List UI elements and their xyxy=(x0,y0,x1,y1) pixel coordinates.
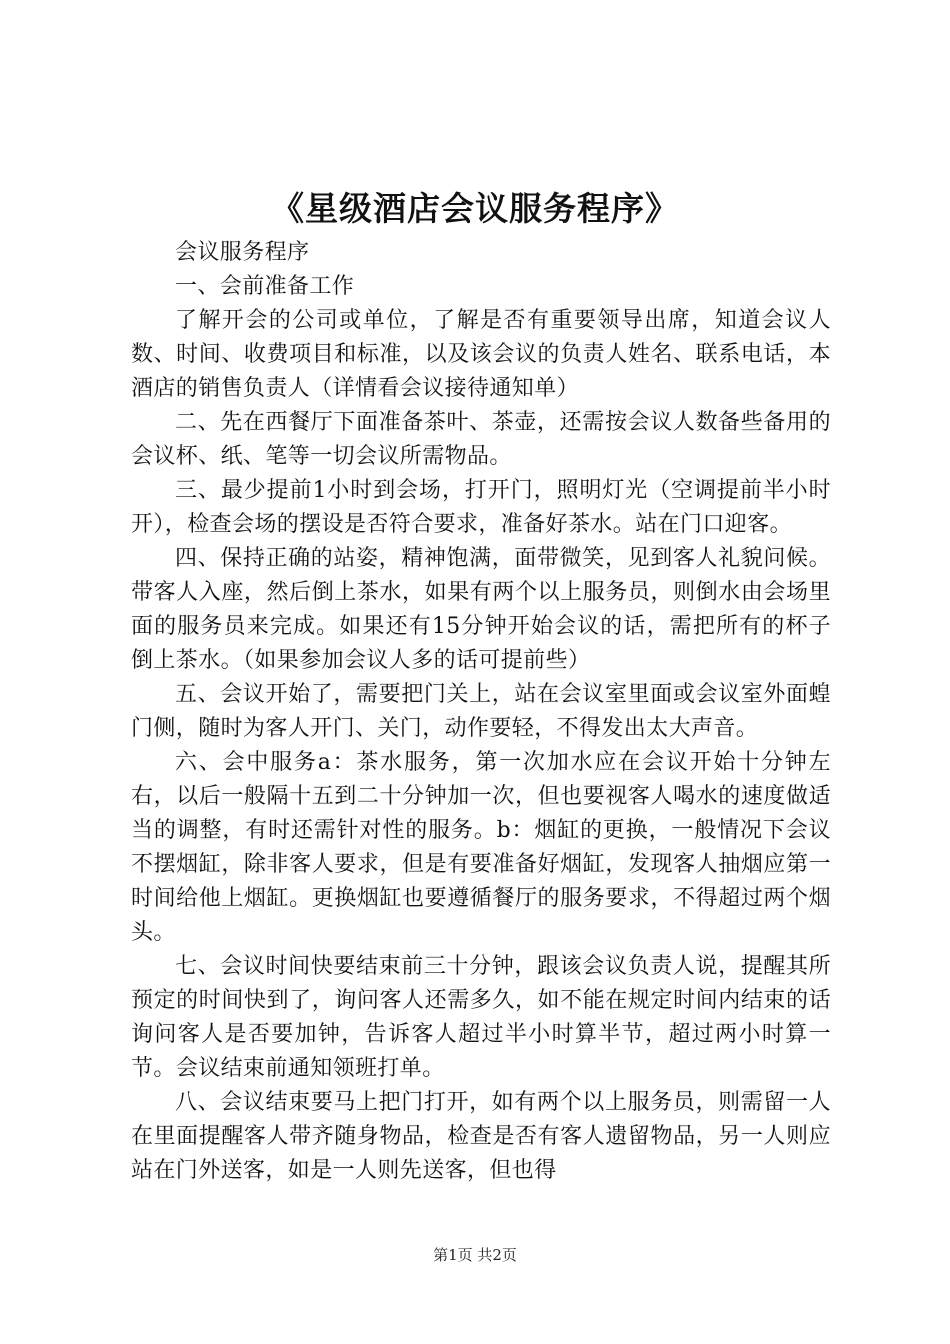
document-title: 《星级酒店会议服务程序》 xyxy=(271,189,679,228)
paragraph: 七、会议时间快要结束前三十分钟，跟该会议负责人说，提醒其所预定的时间快到了，询问客人还需多久，如不能在规定时间内结束的话询问客人是否要加钟，告诉客人超过半小时算半节，超过两小时算一节。会议结束前通知领班打单。 xyxy=(131,954,831,1081)
paragraph: 二、先在西餐厅下面准备茶叶、茶壶，还需按会议人数备些备用的会议杯、纸、笔等一切会议所需物品。 xyxy=(131,410,831,469)
paragraph: 四、保持正确的站姿，精神饱满，面带微笑，见到客人礼貌问候。带客人入座，然后倒上茶水，如果有两个以上服务员，则倒水由会场里面的服务员来完成。如果还有15分钟开始会议的话，需把所有的杯子倒上茶水。（如果参加会议人多的话可提前些） xyxy=(131,546,831,673)
document-body xyxy=(131,236,831,1188)
paragraph: 了解开会的公司或单位，了解是否有重要领导出席，知道会议人数、时间、收费项目和标准，以及该会议的负责人姓名、联系电话，本酒店的销售负责人（详情看会议接待通知单） xyxy=(131,308,831,401)
paragraph: 五、会议开始了，需要把门关上，站在会议室里面或会议室外面蝗门侧，随时为客人开门、关门，动作要轻，不得发出太大声音。 xyxy=(131,682,831,741)
page-number-footer: 第1页 共2页 xyxy=(433,1246,517,1264)
paragraph-heading: 会议服务程序 xyxy=(175,240,310,265)
paragraph: 六、会中服务a：茶水服务，第一次加水应在会议开始十分钟左右，以后一般隔十五到二十分钟加一次，但也要视客人喝水的速度做适当的调整，有时还需针对性的服务。b：烟缸的更换，一般情况下会议不摆烟缸，除非客人要求，但是有要准备好烟缸，发现客人抽烟应第一时间给他上烟缸。更换烟缸也要遵循餐厅的服务要求，不得超过两个烟头。 xyxy=(131,750,831,945)
paragraph: 八、会议结束要马上把门打开，如有两个以上服务员，则需留一人在里面提醒客人带齐随身物品，检查是否有客人遗留物品，另一人则应站在门外送客，如是一人则先送客，但也得 xyxy=(131,1090,831,1183)
paragraph-section-1: 一、会前准备工作 xyxy=(175,274,355,299)
paragraph: 三、最少提前1小时到会场，打开门，照明灯光（空调提前半小时开），检查会场的摆设是否符合要求，准备好茶水。站在门口迎客。 xyxy=(131,478,831,537)
